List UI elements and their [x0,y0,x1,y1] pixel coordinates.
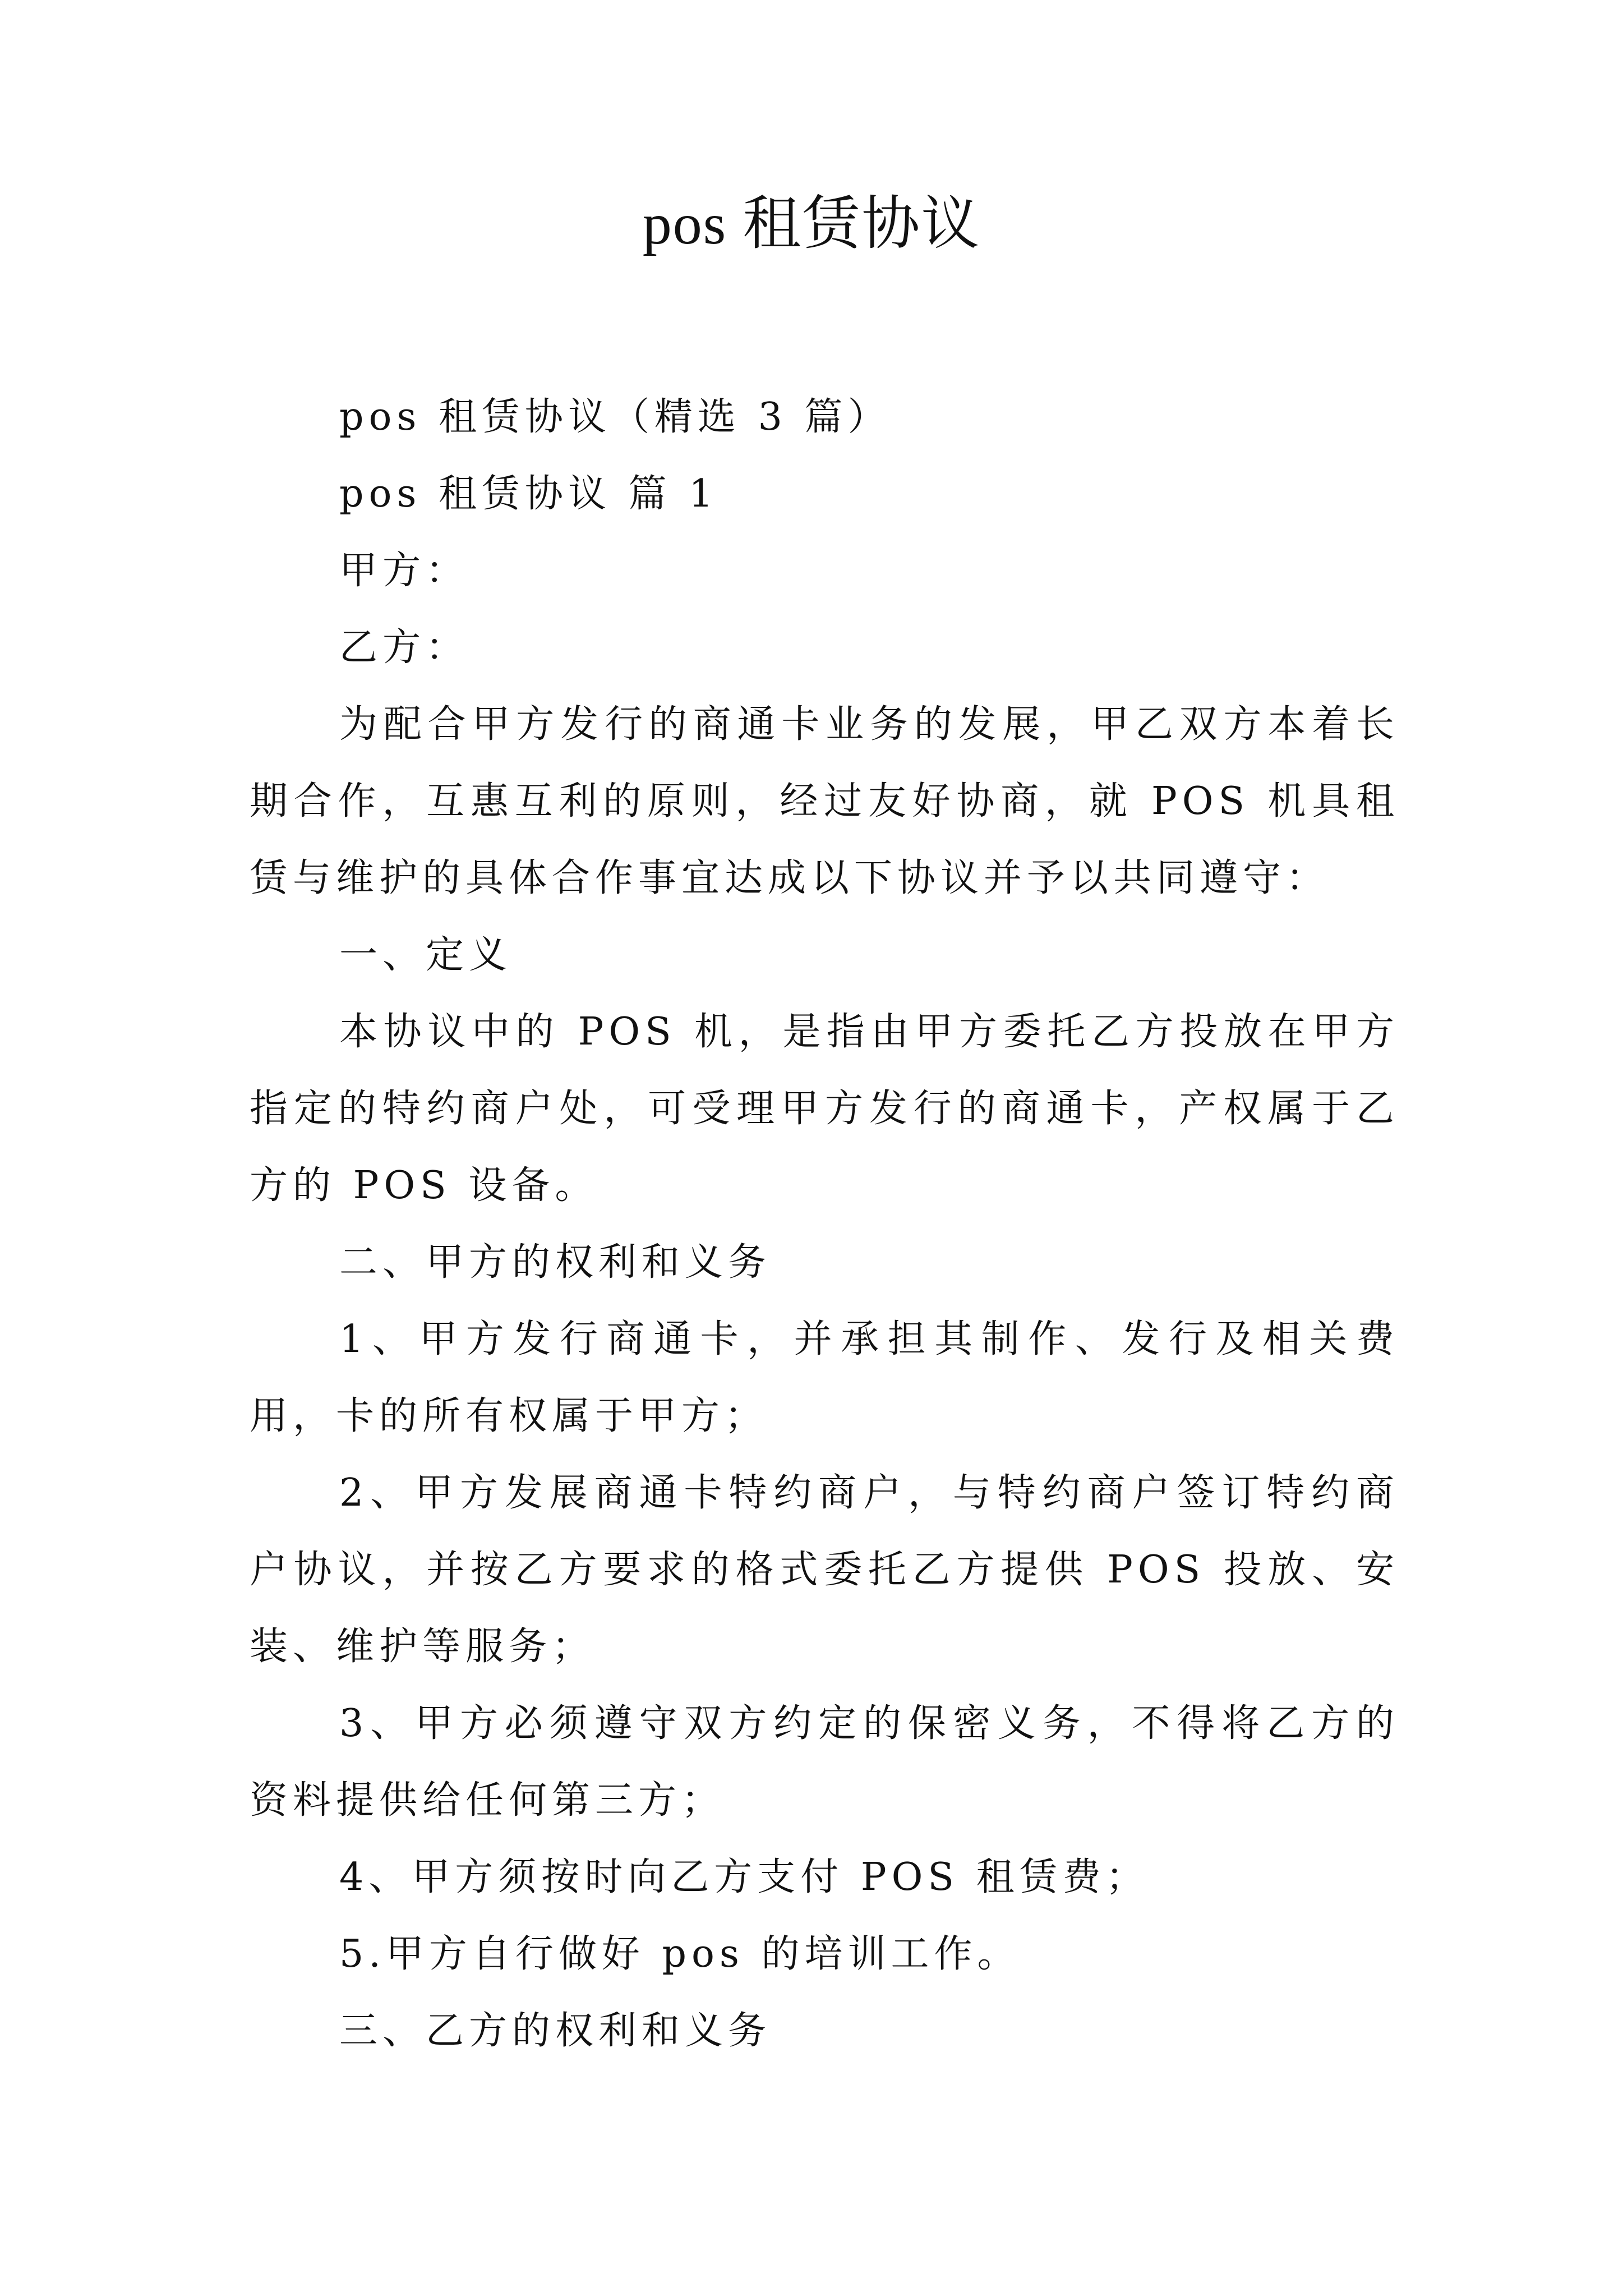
document-title: pos 租赁协议 [642,192,981,256]
paragraph-heading-party-b-rights: 三、乙方的权利和义务 [339,2009,772,2053]
paragraph-heading-definition: 一、定义 [339,933,513,977]
paragraph-subtitle: pos 租赁协议（精选 3 篇） [339,395,891,439]
paragraph-party-b: 乙方： [339,625,469,670]
paragraph-clause-a4: 4、甲方须按时向乙方支付 POS 租赁费； [339,1855,1149,1899]
paragraph-clause-a5: 5.甲方自行做好 pos 的培训工作。 [339,1932,1021,1976]
paragraph-preamble: 为配合甲方发行的商通卡业务的发展，甲乙双方本着长期合作，互惠互利的原则，经过友好协商，就 POS 机具租赁与维护的具体合作事宜达成以下协议并予以共同遵守： [250,702,1399,900]
paragraph-party-a: 甲方： [339,549,469,593]
paragraph-clause-a3: 3、甲方必须遵守双方约定的保密义务，不得将乙方的资料提供给任何第三方； [250,1701,1399,1823]
paragraph-clause-a2: 2、甲方发展商通卡特约商户，与特约商户签订特约商户协议，并按乙方要求的格式委托乙方提供 POS 投放、安装、维护等服务； [250,1471,1399,1669]
paragraph-section-heading: pos 租赁协议 篇 1 [339,472,718,516]
document-body [250,379,1399,2069]
paragraph-definition: 本协议中的 POS 机，是指由甲方委托乙方投放在甲方指定的特约商户处，可受理甲方发行的商通卡，产权属于乙方的 POS 设备。 [250,1010,1399,1208]
paragraph-clause-a1: 1、甲方发行商通卡，并承担其制作、发行及相关费用，卡的所有权属于甲方； [250,1317,1399,1438]
paragraph-heading-party-a-rights: 二、甲方的权利和义务 [339,1240,772,1285]
